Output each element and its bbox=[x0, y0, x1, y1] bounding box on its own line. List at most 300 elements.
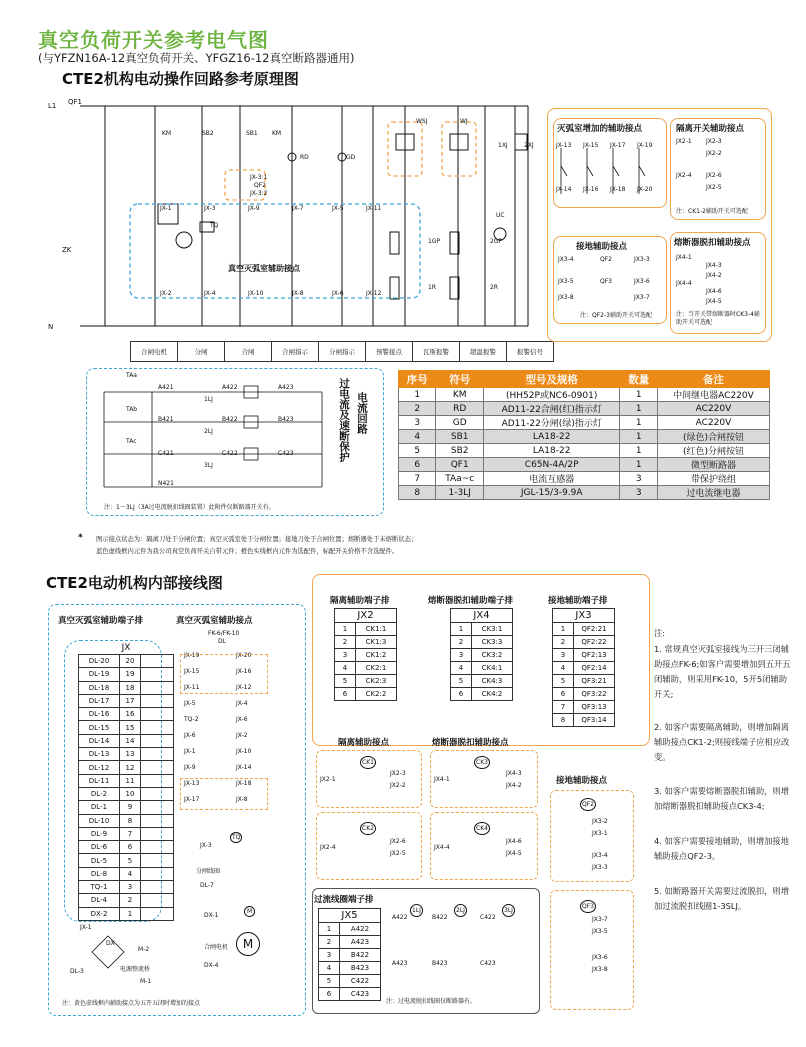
earth-contacts-title: 接地辅助接点 bbox=[576, 242, 628, 252]
qf2-diagram bbox=[550, 790, 632, 880]
earth-qf3: QF3 bbox=[600, 278, 612, 285]
jx-row-blank bbox=[141, 841, 174, 854]
jx-row-blank bbox=[141, 854, 174, 867]
terminal-number: 2 bbox=[451, 636, 472, 649]
table-row bbox=[335, 662, 397, 675]
jx-row-blank bbox=[141, 881, 174, 894]
ck2-diagram bbox=[316, 812, 420, 878]
dl-contact-left: JX-15 bbox=[184, 668, 200, 675]
table-row bbox=[79, 787, 174, 800]
ck4-jx4-6: JX4-6 bbox=[506, 838, 522, 845]
table-row bbox=[79, 894, 174, 907]
arc-term-19: JX-19 bbox=[637, 142, 653, 149]
dl-contact-left: TQ-2 bbox=[184, 716, 199, 723]
table-row: 8 1-3LJ JGL-15/3-9.9A 3 过电流继电器 bbox=[399, 486, 770, 500]
motor-group bbox=[180, 904, 280, 974]
jx-row-blank bbox=[141, 827, 174, 840]
terminal-number: 6 bbox=[319, 988, 340, 1001]
dl-contact-right: JX-4 bbox=[236, 700, 248, 707]
lj-b422: B422 bbox=[432, 914, 448, 921]
comp-sb2: SB2 bbox=[202, 130, 214, 137]
jx5-table bbox=[318, 908, 381, 1001]
table-row: 1 KM (HH52P或NC6-0901) 1 中间继电器AC220V bbox=[399, 388, 770, 402]
bridge-diamond-icon bbox=[90, 934, 126, 970]
jx-row-number: 20 bbox=[120, 655, 141, 668]
jx-row-number: 19 bbox=[120, 668, 141, 681]
jx-row-label: DL-20 bbox=[79, 655, 120, 668]
comp-1gp: 1GP bbox=[428, 238, 441, 245]
func-warning-contact: 预警接点 bbox=[366, 342, 413, 362]
table-row: 2 RD AD11-22合闸(红)指示灯 1 AC220V bbox=[399, 402, 770, 416]
jx-row-blank bbox=[141, 801, 174, 814]
table-row bbox=[335, 623, 397, 636]
col-no: 序号 bbox=[399, 371, 436, 388]
terminal-number: 5 bbox=[451, 675, 472, 688]
ck3-jx4-3: JX4-3 bbox=[506, 770, 522, 777]
terminal-number: 6 bbox=[335, 688, 356, 701]
terminal-target: QF2:14 bbox=[574, 662, 615, 675]
lj-a422: A422 bbox=[392, 914, 408, 921]
table-row bbox=[79, 881, 174, 894]
motor-dx1: DX-1 bbox=[204, 912, 219, 919]
func-open: 分闸 bbox=[178, 342, 225, 362]
earth-jx3-6: JX3-6 bbox=[634, 278, 650, 285]
table-row bbox=[451, 623, 513, 636]
table-row bbox=[79, 814, 174, 827]
jx-panel-title2: 真空灭弧室辅助接点 bbox=[176, 616, 253, 626]
ck1-symbol: CK1 bbox=[360, 756, 376, 769]
dl-label: DL bbox=[218, 638, 226, 645]
table-row bbox=[319, 962, 381, 975]
table-row bbox=[79, 907, 174, 920]
terminal-target: QF3:22 bbox=[574, 688, 615, 701]
lj-2lj: 2LJ bbox=[454, 904, 467, 917]
oc-c423: C423 bbox=[278, 450, 294, 457]
table-row bbox=[553, 675, 615, 688]
table-row bbox=[319, 923, 381, 936]
jx2-table bbox=[334, 608, 397, 701]
table-row bbox=[335, 675, 397, 688]
jx-row-label: DL-8 bbox=[79, 867, 120, 880]
arc-term-20: JX-20 bbox=[637, 186, 653, 193]
note-5: 5. 如断路器开关需要过流脱扣，则增加过流脱扣线圈1-3SLJ。 bbox=[654, 886, 790, 911]
jx-row-number: 12 bbox=[120, 761, 141, 774]
table-row: 7 TAa~c 电流互感器 3 带保护绕组 bbox=[399, 472, 770, 486]
lj-note: 注：过电流脱扣线圈仅断路器有。 bbox=[386, 998, 477, 1005]
notes-head: 注: bbox=[654, 628, 666, 638]
qf3-diagram bbox=[550, 890, 632, 1008]
jx-row-label: DL-16 bbox=[79, 708, 120, 721]
terminal-number: 3 bbox=[335, 649, 356, 662]
iso-jx2-6: JX2-6 bbox=[706, 172, 722, 179]
ck4-diagram bbox=[430, 812, 536, 878]
jx-row-label: DL-6 bbox=[79, 841, 120, 854]
table-row bbox=[319, 936, 381, 949]
fuse-jx4-1: JX4-1 bbox=[676, 254, 692, 261]
bridge-m2: M-2 bbox=[138, 946, 150, 953]
terminal-target: A422 bbox=[340, 923, 381, 936]
comp-1r: 1R bbox=[428, 284, 436, 291]
terminal-number: 4 bbox=[319, 962, 340, 975]
earth-jx3-5: JX3-5 bbox=[558, 278, 574, 285]
ck1-jx2-3: JX2-3 bbox=[390, 770, 406, 777]
terminal-number: 8 bbox=[553, 714, 574, 727]
earth-aux-title: 接地辅助接点 bbox=[556, 776, 608, 786]
control-circuit-schematic bbox=[60, 92, 540, 362]
jx-row-number: 17 bbox=[120, 694, 141, 707]
terminal-target: QF3:21 bbox=[574, 675, 615, 688]
jx4-header: JX4 bbox=[451, 609, 513, 623]
section-title-schematic: CTE2机构电动操作回路参考原理图 bbox=[62, 70, 299, 88]
jx-row-number: 9 bbox=[120, 801, 141, 814]
jx-row-number: 11 bbox=[120, 774, 141, 787]
jx-row-label: DL-12 bbox=[79, 761, 120, 774]
terminal-number: 2 bbox=[319, 936, 340, 949]
term-jx-4: JX-4 bbox=[204, 290, 216, 297]
qf3-jx3-6: JX3-6 bbox=[592, 954, 608, 961]
lj-b423: B423 bbox=[432, 960, 448, 967]
dl-contact-right: JX-8 bbox=[236, 796, 248, 803]
terminal-number: 5 bbox=[319, 975, 340, 988]
jx-row-label: DL-19 bbox=[79, 668, 120, 681]
jx-row-label: DX-2 bbox=[79, 907, 120, 920]
table-row bbox=[553, 688, 615, 701]
ck3-symbol: CK3 bbox=[474, 756, 490, 769]
fuse-jx4-5: JX4-5 bbox=[706, 298, 722, 305]
motor-m-symbol: M bbox=[236, 932, 260, 956]
dl-contact-left: JX-6 bbox=[184, 732, 196, 739]
terminal-target: B422 bbox=[340, 949, 381, 962]
oc-b421: B421 bbox=[158, 416, 174, 423]
table-row bbox=[79, 748, 174, 761]
terminal-target: QF2:13 bbox=[574, 649, 615, 662]
zk-label: ZK bbox=[62, 246, 72, 254]
oc-c422: C422 bbox=[222, 450, 238, 457]
jx-row-number: 8 bbox=[120, 814, 141, 827]
func-close-motor: 合闸电机 bbox=[131, 342, 178, 362]
terminal-number: 3 bbox=[451, 649, 472, 662]
tq-coil-group bbox=[180, 826, 280, 889]
table-row bbox=[79, 761, 174, 774]
table-row bbox=[79, 854, 174, 867]
note-4: 4. 如客户需要接地辅助，则增加接地辅助接点QF2-3。 bbox=[654, 836, 790, 861]
comp-qf2: QF2 bbox=[254, 182, 266, 189]
terminal-number: 6 bbox=[451, 688, 472, 701]
ck4-jx4-5: JX4-5 bbox=[506, 850, 522, 857]
terminal-number: 2 bbox=[553, 636, 574, 649]
terminal-target: QF3:14 bbox=[574, 714, 615, 727]
earth-jx3-8: JX3-8 bbox=[558, 294, 574, 301]
table-row: 4 SB1 LA18-22 1 (绿色)合闸按钮 bbox=[399, 430, 770, 444]
table-row bbox=[319, 988, 381, 1001]
oc-c421: C421 bbox=[158, 450, 174, 457]
table-row bbox=[553, 662, 615, 675]
iso-jx2-5: JX2-5 bbox=[706, 184, 722, 191]
fuse-jx4-6: JX4-6 bbox=[706, 288, 722, 295]
comp-tq: TQ bbox=[210, 222, 219, 229]
jx5-title: 过流线圈端子排 bbox=[314, 895, 374, 905]
jx-row-label: DL-5 bbox=[79, 854, 120, 867]
dl-contact-right: JX-12 bbox=[236, 684, 252, 691]
jx-row-label: DL-11 bbox=[79, 774, 120, 787]
page-title: 真空负荷开关参考电气图 bbox=[38, 28, 269, 52]
jx-row-label: DL-13 bbox=[79, 748, 120, 761]
comp-jx3-1: JX-3:1 bbox=[250, 174, 268, 181]
dl-contact-right: JX-20 bbox=[236, 652, 252, 659]
jx-row-blank bbox=[141, 668, 174, 681]
jx-panel-note: 注：黄色虚线框内辅助接点为五开五闭时增加的接点 bbox=[62, 1000, 201, 1007]
fuse-contacts-title: 熔断器脱扣辅助接点 bbox=[674, 238, 751, 248]
table-row bbox=[319, 975, 381, 988]
arc-term-14: JX-14 bbox=[556, 186, 572, 193]
dl-contact-right: JX-6 bbox=[236, 716, 248, 723]
table-row bbox=[335, 649, 397, 662]
jx-row-label: DL-10 bbox=[79, 814, 120, 827]
overcurrent-side-label: 过电流及速断保护 bbox=[338, 378, 350, 462]
oc-b423: B423 bbox=[278, 416, 294, 423]
terminal-number: 6 bbox=[553, 688, 574, 701]
dl-contact-left: JX-1 bbox=[184, 748, 196, 755]
arc-aux-contact-label: 真空灭弧室辅助接点 bbox=[228, 264, 300, 273]
jx-row-number: 18 bbox=[120, 681, 141, 694]
lj-c423: C423 bbox=[480, 960, 496, 967]
dl-contact-left: JX-11 bbox=[184, 684, 200, 691]
qf2-jx3-2: JX3-2 bbox=[592, 818, 608, 825]
terminal-target: CK1:3 bbox=[356, 636, 397, 649]
func-gas-alarm: 瓦斯报警 bbox=[413, 342, 460, 362]
table-row bbox=[553, 701, 615, 714]
ck1-diagram bbox=[316, 750, 420, 806]
jx-row-blank bbox=[141, 814, 174, 827]
comp-2gp: 2GP bbox=[490, 238, 503, 245]
arc-added-title: 灭弧室增加的辅助接点 bbox=[557, 124, 643, 134]
jx-row-number: 14 bbox=[120, 734, 141, 747]
jx5-header: JX5 bbox=[319, 909, 381, 923]
comp-sb1: SB1 bbox=[246, 130, 258, 137]
motor-label: 合闸电机 bbox=[204, 944, 229, 951]
jx-row-blank bbox=[141, 694, 174, 707]
bridge-label: 电源整流桥 bbox=[120, 966, 151, 973]
terminal-target: CK2:2 bbox=[356, 688, 397, 701]
terminal-number: 3 bbox=[319, 949, 340, 962]
arc-term-18: JX-18 bbox=[610, 186, 626, 193]
oc-b422: B422 bbox=[222, 416, 238, 423]
table-row bbox=[79, 721, 174, 734]
note-1: 1. 常规真空灭弧室接线为三开三闭辅助接点FK-6;如客户需要增加到五开五闭辅助，则采用FK-10，5开5闭辅助开关; bbox=[654, 644, 791, 699]
jx-row-number: 15 bbox=[120, 721, 141, 734]
tq-dl7: DL-7 bbox=[200, 882, 214, 889]
fuse-contacts-note: 注：当开关带熔断器时CK3-4辅助开关可选配 bbox=[676, 311, 760, 326]
terminal-number: 4 bbox=[553, 662, 574, 675]
extra-contacts-box1 bbox=[180, 654, 268, 694]
table-row bbox=[79, 655, 174, 668]
ck2-jx2-5: JX2-5 bbox=[390, 850, 406, 857]
dl-contact-right: JX-18 bbox=[236, 780, 252, 787]
lj-c422: C422 bbox=[480, 914, 496, 921]
table-row bbox=[319, 949, 381, 962]
qf1-label: QF1 bbox=[68, 98, 82, 106]
qf3-symbol: QF3 bbox=[580, 900, 596, 913]
earth-qf2: QF2 bbox=[600, 256, 612, 263]
ck2-jx2-6: JX2-6 bbox=[390, 838, 406, 845]
note-3: 3. 如客户需要熔断器脱扣辅助，则增加熔断器脱扣辅助接点CK3-4; bbox=[654, 786, 790, 811]
jx-row-blank bbox=[141, 761, 174, 774]
term-jx-6: JX-6 bbox=[332, 290, 344, 297]
term-jx-10: JX-10 bbox=[248, 290, 264, 297]
comp-km2: KM bbox=[272, 130, 282, 137]
table-row bbox=[79, 801, 174, 814]
jx3-header: JX3 bbox=[553, 609, 615, 623]
bridge-dx: DX bbox=[106, 940, 115, 947]
jx-row-blank bbox=[141, 774, 174, 787]
current-loop-label: 电流回路 bbox=[356, 392, 368, 434]
term-jx-11: JX-11 bbox=[366, 205, 382, 212]
jx-row-label: TQ-1 bbox=[79, 881, 120, 894]
terminal-target: C423 bbox=[340, 988, 381, 1001]
dl-contact-left: JX-17 bbox=[184, 796, 200, 803]
func-open-indicator: 分闸指示 bbox=[319, 342, 366, 362]
tq-symbol: TQ bbox=[232, 834, 241, 841]
note-2: 2. 如客户需要隔离辅助，则增加隔离辅助接点CK1-2;则接线端子应相应改变。 bbox=[654, 722, 790, 762]
oc-tac: TAc bbox=[126, 438, 137, 445]
iso-jx2-1: JX2-1 bbox=[676, 138, 692, 145]
lj-coils bbox=[388, 898, 534, 998]
dl-contact-right: JX-16 bbox=[236, 668, 252, 675]
jx-terminal-table bbox=[78, 642, 174, 921]
comp-jx3-2: JX-3:2 bbox=[250, 190, 268, 197]
jx-row-blank bbox=[141, 907, 174, 920]
jx2-header: JX2 bbox=[335, 609, 397, 623]
ck1-jx2-2: JX2-2 bbox=[390, 782, 406, 789]
oc-a423: A423 bbox=[278, 384, 294, 391]
jx-header: JX bbox=[121, 643, 131, 653]
jx-row-number: 6 bbox=[120, 841, 141, 854]
comp-2xj: 2XJ bbox=[524, 142, 534, 149]
jx-row-blank bbox=[141, 734, 174, 747]
table-row bbox=[79, 867, 174, 880]
dl-contact-left: JX-5 bbox=[184, 700, 196, 707]
func-alarm-signal: 报警信号 bbox=[507, 342, 554, 362]
col-model: 型号及规格 bbox=[483, 371, 620, 388]
earth-contacts-note: 注：QF2-3辅助开关可选配 bbox=[580, 312, 652, 319]
terminal-target: CK4:3 bbox=[472, 675, 513, 688]
terminal-number: 3 bbox=[553, 649, 574, 662]
ck4-jx4-4: JX4-4 bbox=[434, 844, 450, 851]
parts-table bbox=[398, 370, 770, 500]
ck3-jx4-2: JX4-2 bbox=[506, 782, 522, 789]
arc-term-16: JX-16 bbox=[583, 186, 599, 193]
term-jx-2: JX-2 bbox=[160, 290, 172, 297]
func-close-indicator: 合闸指示 bbox=[272, 342, 319, 362]
qf2-jx3-4: JX3-4 bbox=[592, 852, 608, 859]
dl-contact-right: JX-2 bbox=[236, 732, 248, 739]
jx-row-blank bbox=[141, 721, 174, 734]
table-row: 3 GD AD11-22分闸(绿)指示灯 1 AC220V bbox=[399, 416, 770, 430]
oc-3lj: 3LJ bbox=[204, 462, 213, 469]
table-row bbox=[553, 649, 615, 662]
terminal-target: CK2:3 bbox=[356, 675, 397, 688]
qf2-jx3-3: JX3-3 bbox=[592, 864, 608, 871]
jx-row-label: DL-2 bbox=[79, 787, 120, 800]
comp-gd: GD bbox=[346, 154, 356, 161]
fuse-jx4-4: JX4-4 bbox=[676, 280, 692, 287]
bridge-m1: M-1 bbox=[140, 978, 152, 985]
arc-term-15: JX-15 bbox=[583, 142, 599, 149]
jx-row-blank bbox=[141, 708, 174, 721]
comp-wsj: WSJ bbox=[416, 118, 428, 125]
term-jx-12: JX-12 bbox=[366, 290, 382, 297]
motor-m-small: M bbox=[244, 906, 255, 917]
jx-row-label: DL-18 bbox=[79, 681, 120, 694]
extra-contacts-box2 bbox=[180, 778, 268, 810]
qf2-jx3-1: JX3-1 bbox=[592, 830, 608, 837]
jx-row-blank bbox=[141, 748, 174, 761]
jx-row-number: 10 bbox=[120, 787, 141, 800]
oc-a422: A422 bbox=[222, 384, 238, 391]
jx-row-number: 7 bbox=[120, 827, 141, 840]
table-row bbox=[79, 694, 174, 707]
ck2-symbol: CK2 bbox=[360, 822, 376, 835]
terminal-target: QF2:21 bbox=[574, 623, 615, 636]
terminal-number: 1 bbox=[335, 623, 356, 636]
table-row bbox=[79, 734, 174, 747]
qf3-jx3-8: JX3-8 bbox=[592, 966, 608, 973]
comp-uc: UC bbox=[496, 212, 505, 219]
table-row bbox=[79, 827, 174, 840]
page-subtitle: (与YFZN16A-12真空负荷开关、YFGZ16-12真空断路器通用) bbox=[38, 51, 355, 65]
terminal-target: CK1:1 bbox=[356, 623, 397, 636]
jx-row-blank bbox=[141, 681, 174, 694]
table-row bbox=[79, 774, 174, 787]
lj-a423: A423 bbox=[392, 960, 408, 967]
comp-2r: 2R bbox=[490, 284, 498, 291]
jx-row-number: 3 bbox=[120, 881, 141, 894]
qf3-jx3-5: JX3-5 bbox=[592, 928, 608, 935]
func-close: 合闸 bbox=[225, 342, 272, 362]
terminal-target: CK1:2 bbox=[356, 649, 397, 662]
fuse-jx4-2: JX4-2 bbox=[706, 272, 722, 279]
iso-jx2-3: JX2-3 bbox=[706, 138, 722, 145]
terminal-number: 5 bbox=[335, 675, 356, 688]
oc-1lj: 1LJ bbox=[204, 396, 213, 403]
ck3-diagram bbox=[430, 750, 536, 806]
jx-row-number: 13 bbox=[120, 748, 141, 761]
term-jx-3: JX-3 bbox=[204, 205, 216, 212]
col-symbol: 符号 bbox=[436, 371, 483, 388]
jx-row-label: DL-1 bbox=[79, 801, 120, 814]
lj-3lj: 3LJ bbox=[502, 904, 515, 917]
comp-km: KM bbox=[162, 130, 172, 137]
oc-tab: TAb bbox=[126, 406, 138, 413]
table-row bbox=[79, 708, 174, 721]
overcurrent-labels bbox=[92, 372, 332, 502]
terminal-target: QF3:13 bbox=[574, 701, 615, 714]
terminal-target: A423 bbox=[340, 936, 381, 949]
table-row bbox=[451, 649, 513, 662]
jx-row-number: 1 bbox=[120, 907, 141, 920]
jx2-title: 隔离辅助端子排 bbox=[330, 596, 390, 606]
tq-coil-label: 分闸线圈 bbox=[196, 868, 221, 875]
terminal-number: 1 bbox=[553, 623, 574, 636]
bridge-group bbox=[60, 920, 180, 992]
term-jx-5: JX-5 bbox=[332, 205, 344, 212]
jx-row-blank bbox=[141, 787, 174, 800]
terminal-target: QF2:22 bbox=[574, 636, 615, 649]
jx-row-label: DL-17 bbox=[79, 694, 120, 707]
oc-n421: N421 bbox=[158, 480, 174, 487]
legend-star: * bbox=[78, 533, 83, 543]
qf3-jx3-7: JX3-7 bbox=[592, 916, 608, 923]
